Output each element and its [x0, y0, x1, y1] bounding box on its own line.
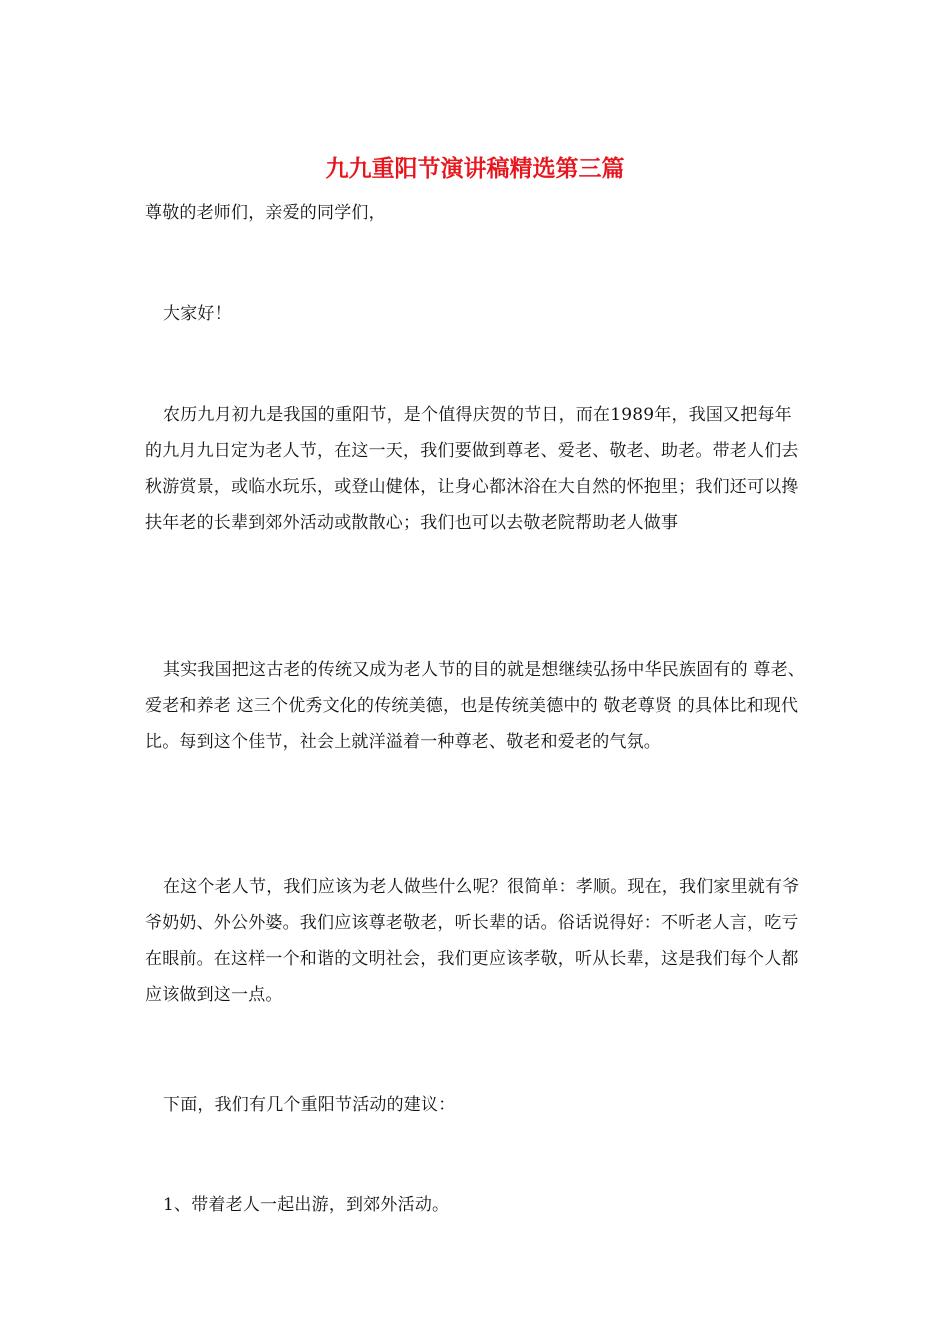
greeting: 大家好！ — [163, 304, 232, 324]
paragraph-4: 下面，我们有几个重阳节活动的建议： — [163, 1095, 456, 1115]
paragraph-5: 1、带着老人一起出游，到郊外活动。 — [163, 1195, 450, 1215]
paragraph-3: 在这个老人节，我们应该为老人做些什么呢？很简单：孝顺。现在，我们家里就有爷爷奶奶、外公外婆。我们应该尊老敬老，听长辈的话。俗话说得好：不听老人言，吃亏在眼前。在这样一个和谐的文明社会，我们更应该孝敬，听从长辈，这是我们每个人都应该做到这一点。 — [145, 877, 800, 1005]
paragraph-2: 其实我国把这古老的传统又成为老人节的目的就是想继续弘扬中华民族固有的 尊老、爱老和养老 这三个优秀文化的传统美德，也是传统美德中的 敬老尊贤 的具体比和现代比。每到这个佳节，社会上就洋溢着一种尊老、敬老和爱老的气氛。 — [145, 660, 806, 752]
salutation: 尊敬的老师们，亲爱的同学们， — [145, 203, 386, 223]
document-title: 九九重阳节演讲稿精选第三篇 — [325, 155, 625, 182]
paragraph-1: 农历九月初九是我国的重阳节，是个值得庆贺的节日，而在1989年，我国又把每年的九月九日定为老人节，在这一天，我们要做到尊老、爱老、敬老、助老。带老人们去秋游赏景，或临水玩乐，或登山健体，让身心都沐浴在大自然的怀抱里；我们还可以搀扶年老的长辈到郊外活动或散散心；我们也可以去敬老院帮助老人做事 — [145, 405, 799, 533]
